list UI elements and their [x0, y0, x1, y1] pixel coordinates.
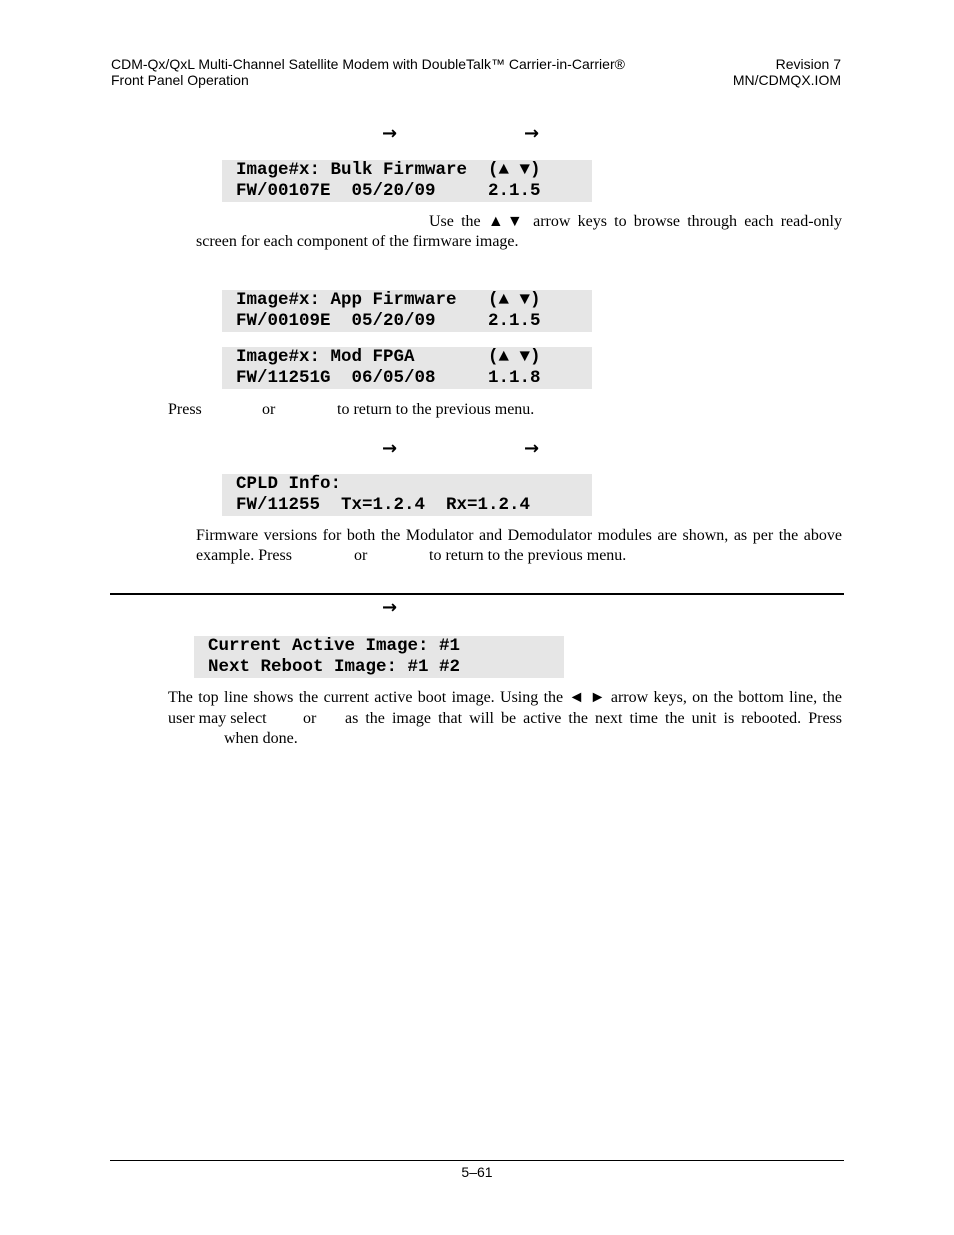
right-arrow-icon: →: [382, 123, 398, 144]
right-arrow-icon: →: [524, 438, 540, 459]
header-title-line2: Front Panel Operation: [111, 72, 249, 88]
return-text: to return to the previous menu.: [337, 401, 535, 418]
lcd-line: FW/00107E 05/20/09 2.1.5: [236, 181, 541, 201]
lcd-line: FW/00109E 05/20/09 2.1.5: [236, 311, 541, 331]
header-doc-id: MN/CDMQX.IOM: [732, 72, 841, 88]
section-divider: [110, 593, 844, 595]
lcd-display-cpld-info: [222, 474, 592, 516]
paragraph-boot-line2-rest: as the image that will be active the next time the unit is rebooted. Press: [345, 710, 842, 727]
right-arrow-icon: →: [524, 123, 540, 144]
paragraph-browse-line1: Use the ▲▼ arrow keys to browse through each read-only: [429, 213, 842, 230]
right-arrow-icon: →: [382, 438, 398, 459]
lcd-line: Next Reboot Image: #1 #2: [208, 657, 461, 677]
paragraph-firmware-line1: Firmware versions for both the Modulator and Demodulator modules are shown, as per the above: [196, 527, 842, 544]
return-text: to return to the previous menu.: [429, 547, 627, 564]
page-number: 5–61: [461, 1164, 493, 1180]
or-text: or: [354, 547, 368, 564]
lcd-display-mod-fpga: [222, 347, 592, 389]
lcd-line: Current Active Image: #1: [208, 636, 461, 656]
paragraph-boot-line1: The top line shows the current active boot image. Using the ◄ ► arrow keys, on the bottom line, the: [168, 689, 842, 706]
press-text: Press: [168, 401, 202, 418]
paragraph-boot-line3: when done.: [224, 730, 298, 747]
lcd-line: Image#x: App Firmware (▲ ▼): [236, 290, 541, 310]
paragraph-firmware-line2a: example. Press: [196, 547, 292, 564]
header-revision: Revision 7: [775, 56, 841, 72]
paragraph-browse-line2: screen for each component of the firmware image.: [196, 233, 519, 250]
lcd-display-bulk-firmware: [222, 160, 592, 202]
paragraph-boot-line2a: user may select: [168, 710, 267, 727]
lcd-display-boot-image: [194, 636, 564, 678]
lcd-line: Image#x: Bulk Firmware (▲ ▼): [236, 160, 541, 180]
lcd-line: FW/11251G 06/05/08 1.1.8: [236, 368, 541, 388]
lcd-line: FW/11255 Tx=1.2.4 Rx=1.2.4: [236, 495, 531, 515]
right-arrow-icon: →: [382, 597, 398, 618]
or-text: or: [262, 401, 276, 418]
lcd-line: Image#x: Mod FPGA (▲ ▼): [236, 347, 541, 367]
header-title-line1: CDM-Qx/QxL Multi-Channel Satellite Modem with DoubleTalk™ Carrier-in-Carrier®: [111, 56, 625, 72]
footer-divider: [110, 1160, 844, 1161]
lcd-line: CPLD Info:: [236, 474, 342, 494]
or-text: or: [303, 710, 317, 727]
lcd-display-app-firmware: [222, 290, 592, 332]
